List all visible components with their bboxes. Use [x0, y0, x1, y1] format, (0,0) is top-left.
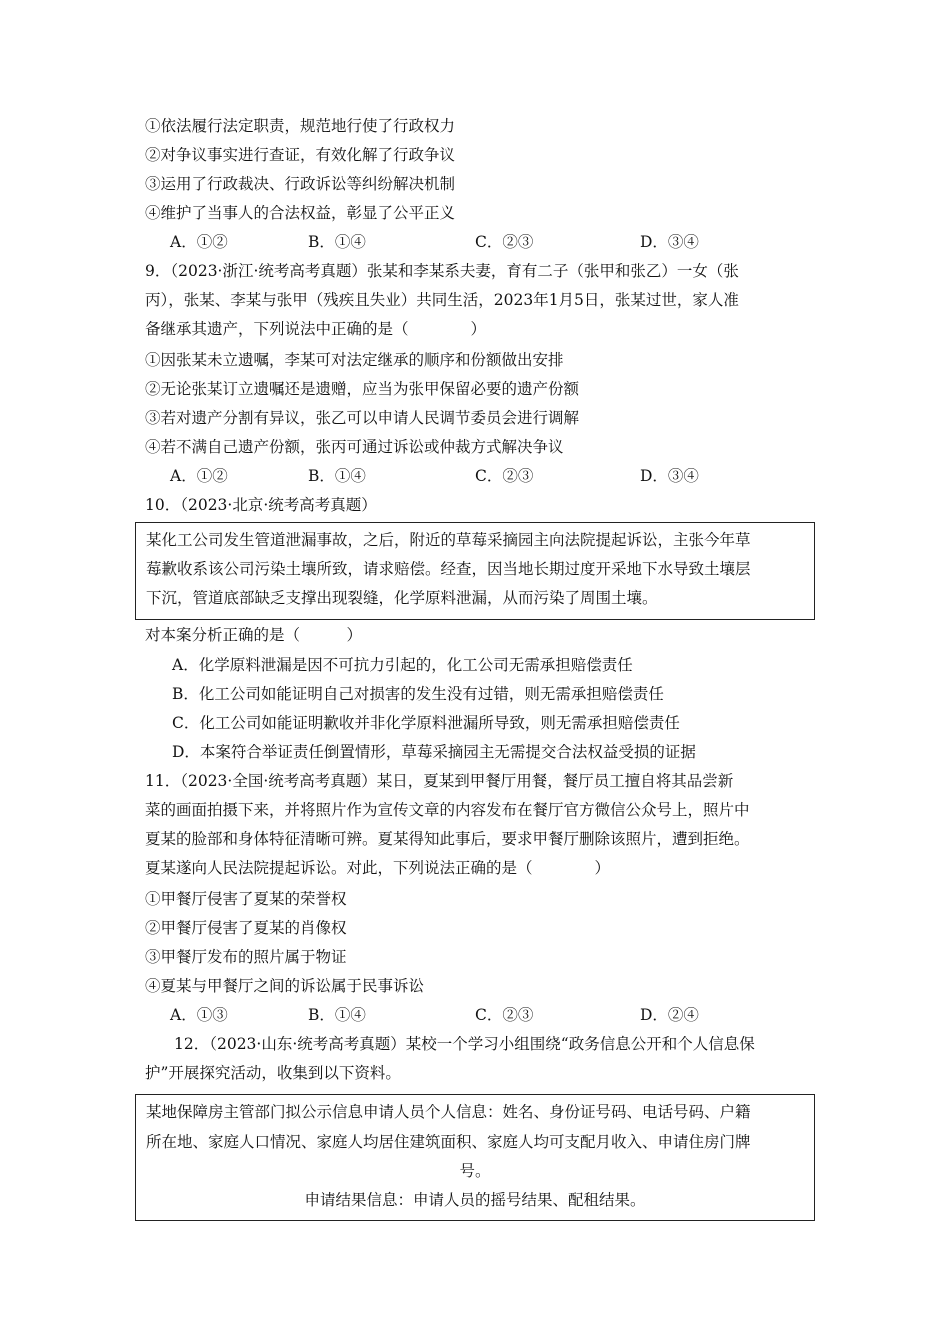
- q11-item-2: ②甲餐厅侵害了夏某的肖像权: [145, 919, 347, 937]
- q9-item-3: ③若对遗产分割有异议，张乙可以申请人民调节委员会进行调解: [145, 409, 580, 427]
- q9-item-4: ④若不满自己遗产份额，张丙可通过诉讼或仲裁方式解决争议: [145, 438, 564, 456]
- q12-material-line-3: 号。: [459, 1162, 491, 1180]
- q11-option-a[interactable]: A．①③: [170, 1006, 228, 1024]
- q10-title: 10．（2023·北京·统考高考真题）: [145, 496, 377, 514]
- q11-option-d[interactable]: D．②④: [640, 1006, 699, 1024]
- q11-item-1: ①甲餐厅侵害了夏某的荣誉权: [145, 890, 347, 908]
- q8-item-1: ①依法履行法定职责，规范地行使了行政权力: [145, 117, 456, 135]
- q10-choice-d[interactable]: D．本案符合举证责任倒置情形，草莓采摘园主无需提交合法权益受损的证据: [172, 743, 696, 761]
- q9-option-d[interactable]: D．③④: [640, 467, 699, 485]
- q11-stem-line-1: 11．（2023·全国·统考高考真题）某日，夏某到甲餐厅用餐，餐厅员工擅自将其品尝新: [145, 772, 734, 790]
- q12-material-result-line: 申请结果信息：申请人员的摇号结果、配租结果。: [304, 1191, 646, 1209]
- q10-choice-b[interactable]: B．化工公司如能证明自己对损害的发生没有过错，则无需承担赔偿责任: [172, 685, 664, 703]
- q10-question: 对本案分析正确的是（ ）: [145, 626, 363, 644]
- q11-option-b[interactable]: B．①④: [308, 1006, 366, 1024]
- q11-options: [170, 1005, 770, 1025]
- q11-option-c[interactable]: C．②③: [475, 1006, 534, 1024]
- q12-stem-line-2: 护”开展探究活动，收集到以下资料。: [145, 1064, 401, 1082]
- q9-stem-line-2: 丙），张某、李某与张甲（残疾且失业）共同生活，2023年1月5日，张某过世，家人准: [145, 291, 739, 309]
- q11-stem-line-4: 夏某遂向人民法院提起诉讼。对此，下列说法正确的是（ ）: [145, 859, 611, 877]
- q10-choice-a[interactable]: A．化学原料泄漏是因不可抗力引起的，化工公司无需承担赔偿责任: [172, 656, 633, 674]
- q8-item-2: ②对争议事实进行查证，有效化解了行政争议: [145, 146, 456, 164]
- q9-item-1: ①因张某未立遗嘱，李某可对法定继承的顺序和份额做出安排: [145, 351, 564, 369]
- q9-options: [170, 466, 770, 486]
- q8-option-d[interactable]: D．③④: [640, 233, 699, 251]
- q12-material-box: [135, 1094, 815, 1221]
- q8-item-4: ④维护了当事人的合法权益，彰显了公平正义: [145, 204, 456, 222]
- q8-option-a[interactable]: A．①②: [170, 233, 228, 251]
- q12-material-line-1: 某地保障房主管部门拟公示信息申请人员个人信息：姓名、身份证号码、电话号码、户籍: [146, 1103, 751, 1121]
- q8-item-3: ③运用了行政裁决、行政诉讼等纠纷解决机制: [145, 175, 456, 193]
- q9-option-c[interactable]: C．②③: [475, 467, 534, 485]
- q12-stem-line-1: 12．（2023·山东·统考高考真题）某校一个学习小组围绕“政务信息公开和个人信息保: [174, 1035, 755, 1053]
- q9-item-2: ②无论张某订立遗嘱还是遗赠，应当为张甲保留必要的遗产份额: [145, 380, 580, 398]
- q9-stem-line-3: 备继承其遗产，下列说法中正确的是（ ）: [145, 320, 487, 338]
- q10-material-box: [135, 522, 815, 620]
- q9-option-a[interactable]: A．①②: [170, 467, 228, 485]
- q10-material-line-2: 莓歉收系该公司污染土壤所致，请求赔偿。经查，因当地长期过度开采地下水导致土壤层: [146, 560, 751, 578]
- q10-material-line-1: 某化工公司发生管道泄漏事故，之后，附近的草莓采摘园主向法院提起诉讼，主张今年草: [146, 531, 751, 549]
- q8-option-b[interactable]: B．①④: [308, 233, 366, 251]
- q9-option-b[interactable]: B．①④: [308, 467, 366, 485]
- q8-options: [170, 232, 770, 252]
- q11-item-3: ③甲餐厅发布的照片属于物证: [145, 948, 347, 966]
- q11-stem-line-3: 夏某的脸部和身体特征清晰可辨。夏某得知此事后，要求甲餐厅删除该照片，遭到拒绝。: [145, 830, 750, 848]
- q10-choice-c[interactable]: C．化工公司如能证明歉收并非化学原料泄漏所导致，则无需承担赔偿责任: [172, 714, 680, 732]
- q9-stem-line-1: 9．（2023·浙江·统考高考真题）张某和李某系夫妻，育有二子（张甲和张乙）一女（张: [145, 262, 739, 280]
- q11-item-4: ④夏某与甲餐厅之间的诉讼属于民事诉讼: [145, 977, 425, 995]
- q8-option-c[interactable]: C．②③: [475, 233, 534, 251]
- q10-material-line-3: 下沉，管道底部缺乏支撑出现裂缝，化学原料泄漏，从而污染了周围土壤。: [146, 589, 658, 607]
- q11-stem-line-2: 菜的画面拍摄下来，并将照片作为宣传文章的内容发布在餐厅官方微信公众号上，照片中: [145, 801, 750, 819]
- q12-material-line-2: 所在地、家庭人口情况、家庭人均居住建筑面积、家庭人均可支配月收入、申请住房门牌: [146, 1133, 751, 1151]
